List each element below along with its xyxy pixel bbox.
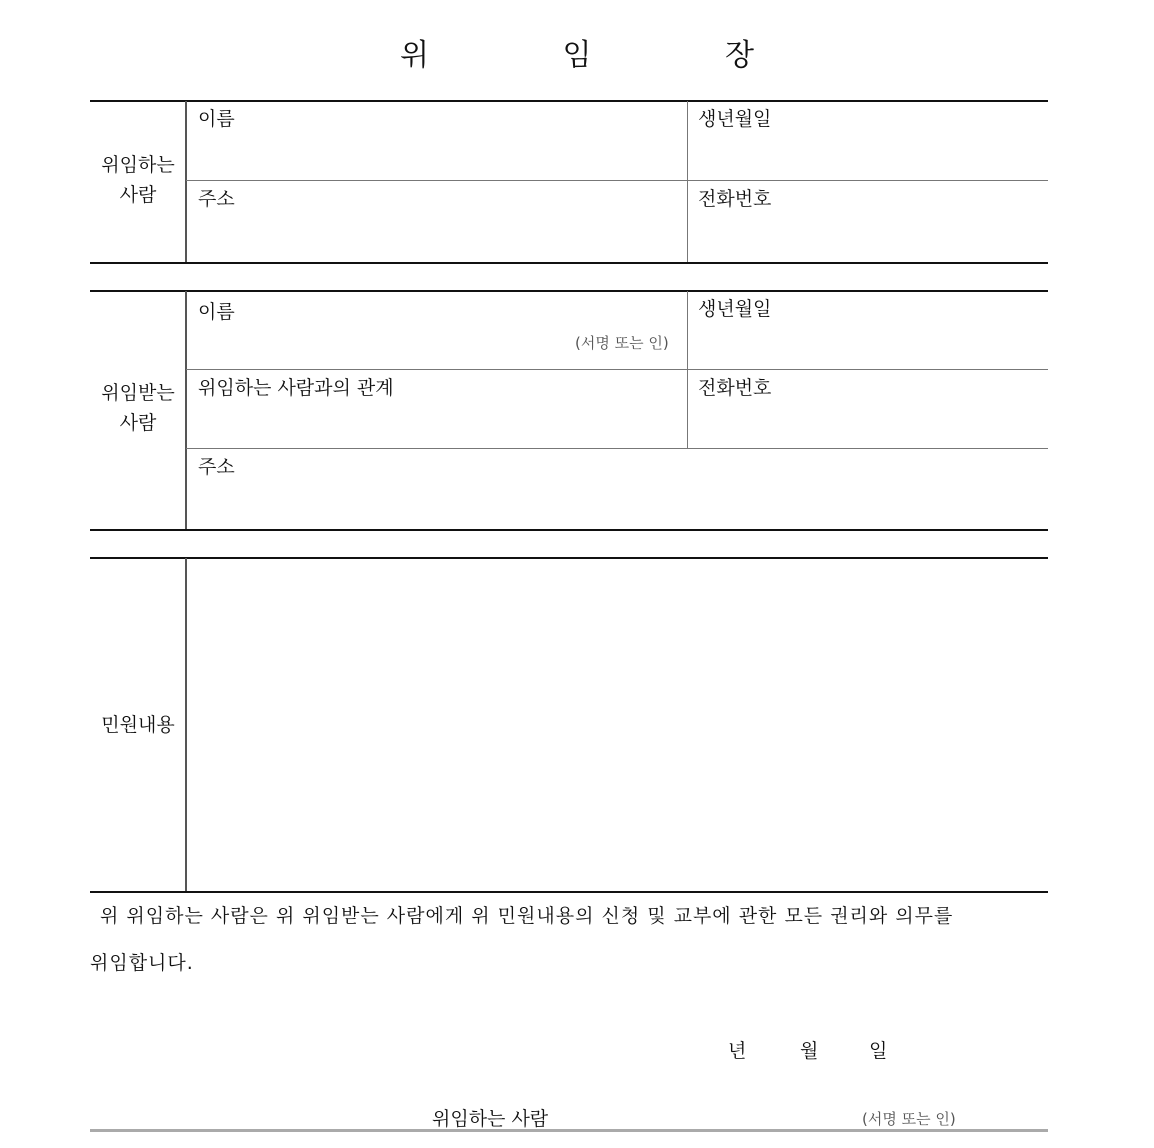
delegator-birth-label: 생년월일 [698, 108, 772, 130]
date-year-label: 년 [728, 1040, 747, 1062]
delegate-relation-label: 위임하는 사람과의 관계 [198, 377, 394, 399]
delegate-birth-label: 생년월일 [698, 298, 772, 320]
section3-top-border [90, 557, 1048, 559]
delegator-address-label: 주소 [198, 188, 235, 210]
date-day-label: 일 [869, 1040, 888, 1062]
signature-note: (서명 또는 인) [862, 1110, 956, 1128]
statement-line-1: 위 위임하는 사람은 위 위임받는 사람에게 위 민원내용의 신청 및 교부에 관한 모든 권리와 의무를 [100, 905, 954, 927]
statement-line-2: 위임합니다. [90, 952, 194, 974]
section2-bottom-border [90, 529, 1048, 531]
section2-top-border [90, 290, 1048, 292]
section2-row-divider-2 [186, 448, 1048, 449]
document-title: 위 임 장 [399, 38, 816, 73]
section1-bottom-border [90, 262, 1048, 264]
bottom-border [90, 1129, 1048, 1132]
section1-side-label: 위임하는 사람 [101, 154, 175, 206]
delegator-phone-label: 전화번호 [698, 188, 772, 210]
section1-row-divider [186, 180, 1048, 181]
delegate-phone-label: 전화번호 [698, 377, 772, 399]
section2-row-divider-1 [186, 369, 1048, 370]
delegate-sign-note: (서명 또는 인) [575, 334, 669, 352]
delegate-address-label: 주소 [198, 456, 235, 478]
delegator-name-label: 이름 [198, 108, 235, 130]
section2-side-label: 위임받는 사람 [101, 382, 175, 434]
section1-mid-divider [687, 101, 688, 263]
section1-top-border [90, 100, 1048, 102]
section3-side-label: 민원내용 [101, 714, 175, 736]
date-month-label: 월 [800, 1040, 819, 1062]
signature-label: 위임하는 사람 [432, 1108, 549, 1130]
delegate-name-label: 이름 [198, 301, 235, 323]
